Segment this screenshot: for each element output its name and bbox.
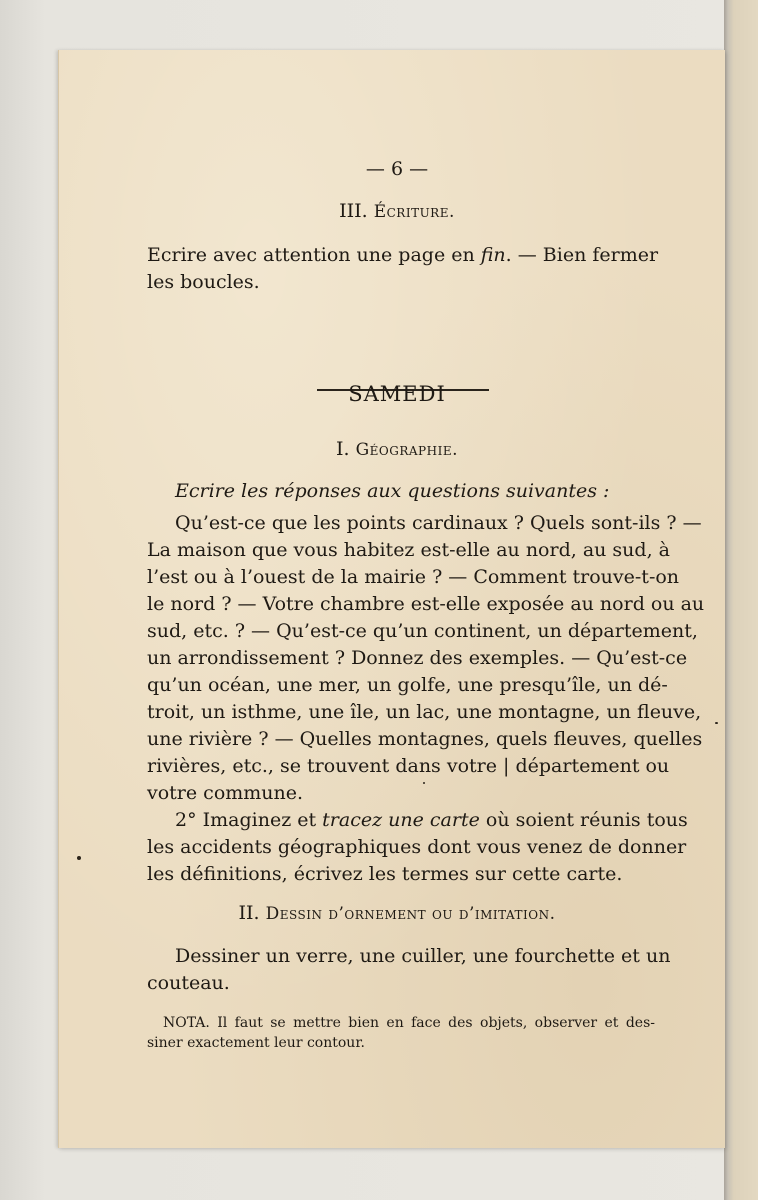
nota-line: NOTA. Il faut se mettre bien en face des objets, observer et des- xyxy=(163,1015,655,1031)
section-heading-geographie xyxy=(59,438,735,460)
text-line: le nord ? — Votre chambre est-elle exposée au nord ou au xyxy=(147,593,705,615)
book-page xyxy=(58,50,725,1148)
paper-speck xyxy=(715,722,718,724)
text-line: Ecrire avec attention une page en fin. — Bien fermer xyxy=(147,244,659,266)
section-heading-ecriture xyxy=(59,200,735,222)
text-line: troit, un isthme, une île, un lac, une montagne, un fleuve, xyxy=(147,701,702,723)
paper-speck xyxy=(77,856,81,860)
text-line: votre commune. xyxy=(147,782,304,804)
text-line: un arrondissement ? Donnez des exemples. — Qu’est-ce xyxy=(147,647,688,669)
heading-number: III. xyxy=(339,200,368,222)
text-line: rivières, etc., se trouvent dans votre | département ou xyxy=(147,755,670,777)
text-line: l’est ou à l’ouest de la mairie ? — Comment trouve-t-on xyxy=(147,566,680,588)
text-line: une rivière ? — Quelles montagnes, quels fleuves, quelles xyxy=(147,728,703,750)
text-line: sud, etc. ? — Qu’est-ce qu’un continent, un département, xyxy=(147,620,698,642)
text-line: qu’un océan, une mer, un golfe, une presqu’île, un dé- xyxy=(147,674,668,696)
text-line: les boucles. xyxy=(147,271,260,293)
text-line: Dessiner un verre, une cuiller, une fourchette et un xyxy=(175,945,671,967)
text-line: couteau. xyxy=(147,972,230,994)
heading-title: Dessin d’ornement ou d’imitation. xyxy=(265,904,556,924)
text-line: les accidents géographiques dont vous venez de donner xyxy=(147,836,687,858)
text-line: La maison que vous habitez est-elle au nord, au sud, à xyxy=(147,539,670,561)
text-line: 2° Imaginez et tracez une carte où soient réunis tous xyxy=(175,809,688,831)
heading-number: I. xyxy=(335,438,350,460)
heading-title: Écriture. xyxy=(373,202,455,222)
adjacent-page-edge xyxy=(724,0,758,1200)
section-heading-dessin xyxy=(59,902,735,924)
text-line: Qu’est-ce que les points cardinaux ? Quels sont-ils ? — xyxy=(175,512,702,534)
text-line: les définitions, écrivez les termes sur cette carte. xyxy=(147,863,623,885)
paper-speck xyxy=(423,782,425,784)
page-number: — 6 — xyxy=(365,158,429,180)
heading-title: Géographie. xyxy=(355,440,458,460)
instruction-line: Ecrire les réponses aux questions suivantes : xyxy=(175,480,610,502)
nota-line: siner exactement leur contour. xyxy=(147,1035,365,1051)
heading-number: II. xyxy=(238,902,260,924)
day-title: SAMEDI xyxy=(348,382,446,406)
